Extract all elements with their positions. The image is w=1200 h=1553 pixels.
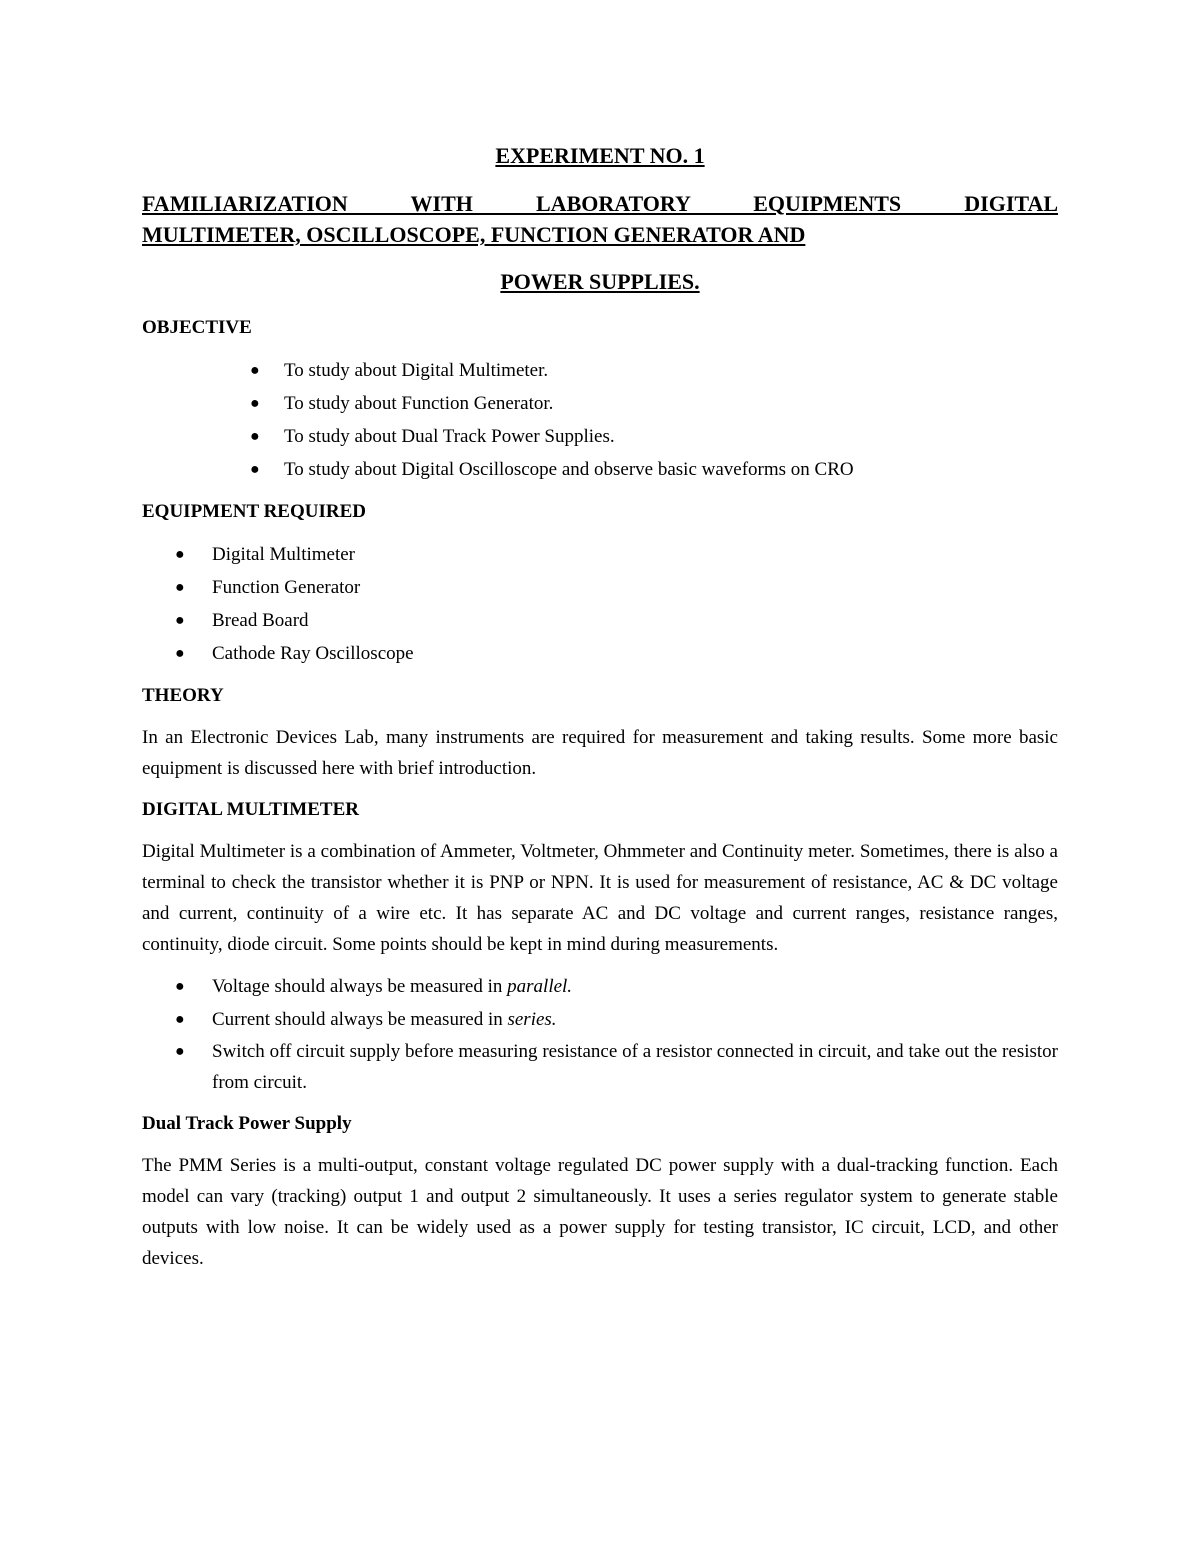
list-item: ● To study about Function Generator. bbox=[142, 387, 1058, 420]
theory-heading: THEORY bbox=[142, 685, 224, 706]
list-item: ● Voltage should always be measured in parallel. bbox=[142, 970, 1058, 1003]
power-supply-heading: Dual Track Power Supply bbox=[142, 1113, 352, 1134]
dmm-points-list bbox=[142, 970, 1058, 1098]
experiment-title: EXPERIMENT NO. 1 bbox=[495, 143, 705, 168]
bullet-icon: ● bbox=[175, 612, 185, 629]
list-item: ● Function Generator bbox=[142, 571, 1058, 604]
bullet-icon: ● bbox=[250, 362, 260, 379]
bullet-icon: ● bbox=[175, 978, 185, 995]
objective-list bbox=[142, 354, 1058, 486]
bullet-icon: ● bbox=[250, 395, 260, 412]
bullet-icon: ● bbox=[175, 546, 185, 563]
bullet-icon: ● bbox=[175, 645, 185, 662]
list-item: ● Bread Board bbox=[142, 604, 1058, 637]
objective-heading: OBJECTIVE bbox=[142, 317, 252, 338]
power-supply-paragraph: The PMM Series is a multi-output, constant voltage regulated DC power supply with a dual-tracking function. Each model can vary (tracking) output 1 and output 2 simultaneously. It uses a series regulator system to generate stable outputs with low noise. It can be widely used as a power supply for testing transistor, IC circuit, LCD, and other devices. bbox=[142, 1155, 1058, 1269]
bullet-icon: ● bbox=[175, 1011, 185, 1028]
main-title-line-3: POWER SUPPLIES. bbox=[500, 269, 700, 294]
equipment-heading: EQUIPMENT REQUIRED bbox=[142, 501, 366, 522]
list-item: ● Switch off circuit supply before measuring resistance of a resistor connected in circuit, and take out the resistor from circuit. bbox=[142, 1036, 1058, 1098]
theory-paragraph: In an Electronic Devices Lab, many instruments are required for measurement and taking results. Some more basic equipment is discussed here with brief introduction. bbox=[142, 727, 1058, 779]
document-page bbox=[142, 142, 1058, 1274]
list-item: ● Cathode Ray Oscilloscope bbox=[142, 637, 1058, 670]
bullet-icon: ● bbox=[250, 461, 260, 478]
list-item: ● Digital Multimeter bbox=[142, 538, 1058, 571]
list-item: ● To study about Digital Multimeter. bbox=[142, 354, 1058, 387]
equipment-list bbox=[142, 538, 1058, 670]
list-item: ● To study about Dual Track Power Supplies. bbox=[142, 420, 1058, 453]
dmm-heading: DIGITAL MULTIMETER bbox=[142, 799, 359, 820]
main-title bbox=[142, 188, 1058, 250]
bullet-icon: ● bbox=[250, 428, 260, 445]
main-title-line-1: FAMILIARIZATION WITH LABORATORY EQUIPMENTS DIGITAL bbox=[142, 191, 1058, 216]
bullet-icon: ● bbox=[175, 579, 185, 596]
main-title-line-2: MULTIMETER, OSCILLOSCOPE, FUNCTION GENERATOR AND bbox=[142, 222, 806, 247]
list-item: ● Current should always be measured in series. bbox=[142, 1003, 1058, 1036]
bullet-icon: ● bbox=[175, 1043, 185, 1060]
list-item: ● To study about Digital Oscilloscope and observe basic waveforms on CRO bbox=[142, 453, 1058, 486]
dmm-paragraph: Digital Multimeter is a combination of Ammeter, Voltmeter, Ohmmeter and Continuity meter. Sometimes, there is also a terminal to check the transistor whether it is PNP or NPN. It is used for measurement of resistance, AC & DC voltage and current, continuity of a wire etc. It has separate AC and DC voltage and current ranges, resistance ranges, continuity, diode circuit. Some points should be kept in mind during measurements. bbox=[142, 841, 1058, 955]
